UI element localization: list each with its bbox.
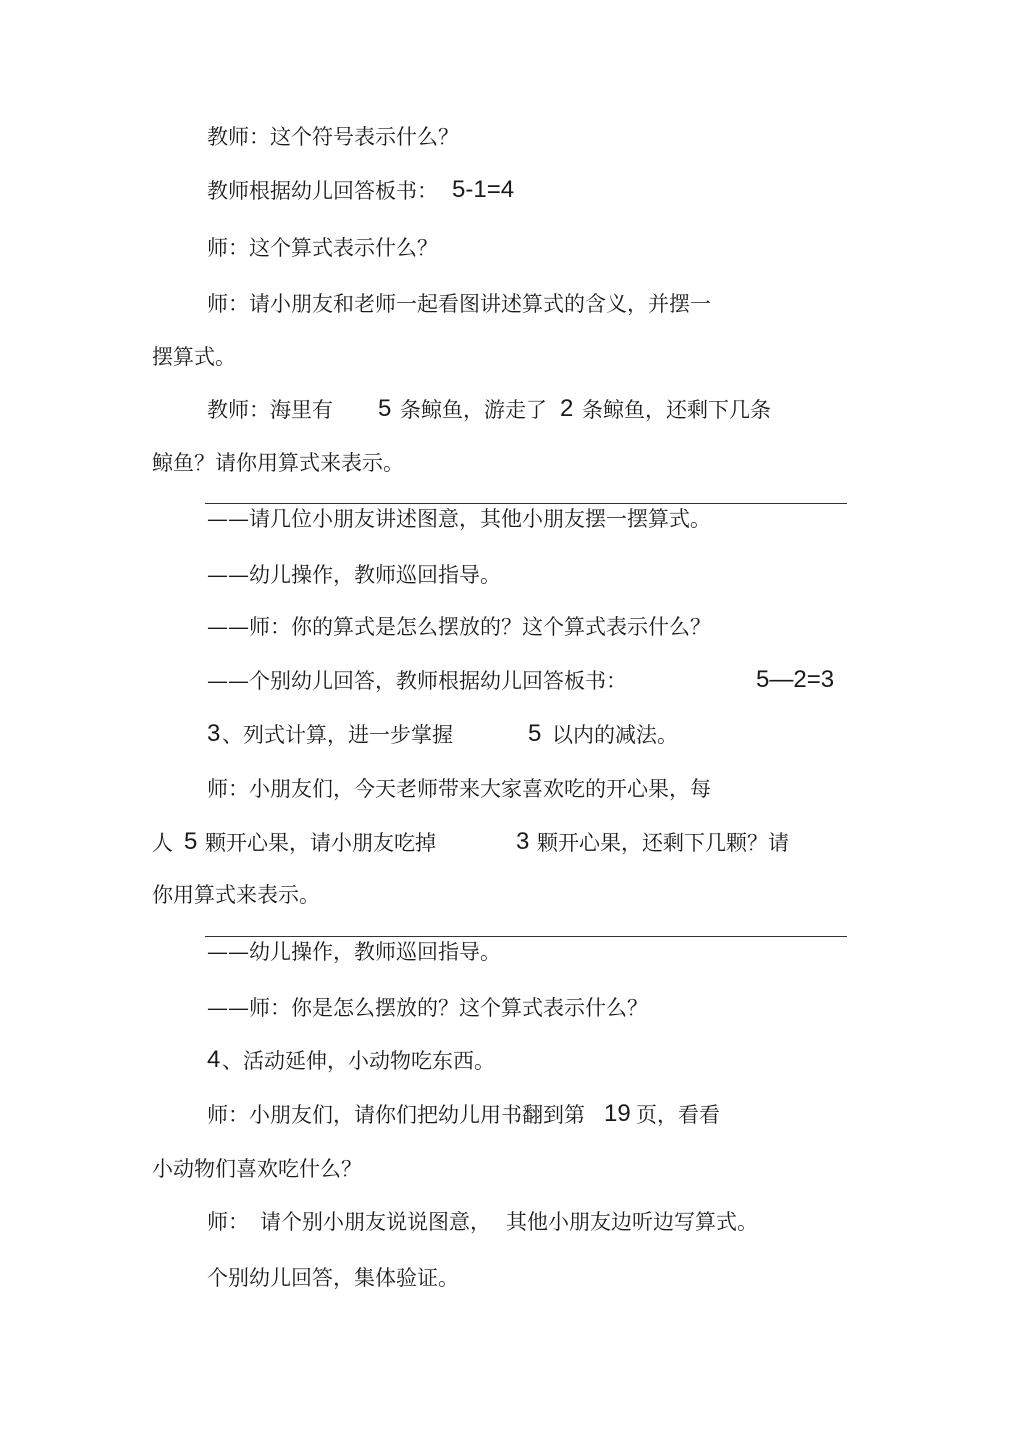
text-line: 师：这个算式表示什么？ [207,236,438,260]
text-line: 摆算式。 [152,345,236,369]
text-line: 小动物们喜欢吃什么？ [152,1157,362,1181]
text-line: 教师：这个符号表示什么？ [207,125,459,149]
text-line: 个别幼儿回答，集体验证。 [207,1266,459,1290]
section-number: 4 [207,1046,221,1073]
number: 5 [184,828,198,855]
text-line: ——幼儿操作，教师巡回指导。 [207,563,501,587]
text-line: 人 [152,831,173,855]
section-heading: 以内的减法。 [552,723,678,747]
formula: 5—2=3 [756,666,835,693]
number: 19 [604,1100,631,1127]
text-line: 教师：海里有 [207,398,333,422]
section-heading: 、活动延伸，小动物吃东西。 [222,1049,495,1073]
text-line: 你用算式来表示。 [152,883,320,907]
text-line: ——幼儿操作，教师巡回指导。 [207,940,501,964]
text-line: 其他小朋友边听边写算式。 [506,1210,758,1234]
text-line: 师：小朋友们，今天老师带来大家喜欢吃的开心果，每 [207,777,711,801]
text-line: ——师：你是怎么摆放的？这个算式表示什么？ [207,996,648,1020]
text-line: 条鲸鱼，还剩下几条 [582,398,771,422]
blank-underline [205,936,847,937]
formula: 5-1=4 [452,176,515,203]
text-line: 页，看看 [636,1103,720,1127]
blank-underline [205,503,847,504]
text-line: ——师：你的算式是怎么摆放的？这个算式表示什么？ [207,615,711,639]
text-line: 师：请小朋友和老师一起看图讲述算式的含义，并摆一 [207,292,711,316]
text-line: 条鲸鱼，游走了 [400,398,547,422]
text-line: 师： [207,1210,249,1234]
text-line: 教师根据幼儿回答板书： [207,179,438,203]
text-line: 鲸鱼？请你用算式来表示。 [152,451,404,475]
text-line: ——个别幼儿回答，教师根据幼儿回答板书： [207,669,627,693]
section-number: 3 [207,720,221,747]
number: 3 [516,828,530,855]
text-line: 师：小朋友们，请你们把幼儿用书翻到第 [207,1103,585,1127]
number: 5 [378,395,392,422]
text-line: 请个别小朋友说说图意， [260,1210,491,1234]
section-heading: 、列式计算，进一步掌握 [222,723,453,747]
number: 2 [560,395,574,422]
text-line: 颗开心果，请小朋友吃掉 [205,831,436,855]
text-line: ——请几位小朋友讲述图意，其他小朋友摆一摆算式。 [207,507,711,531]
number: 5 [528,720,542,747]
text-line: 颗开心果，还剩下几颗？请 [537,831,789,855]
